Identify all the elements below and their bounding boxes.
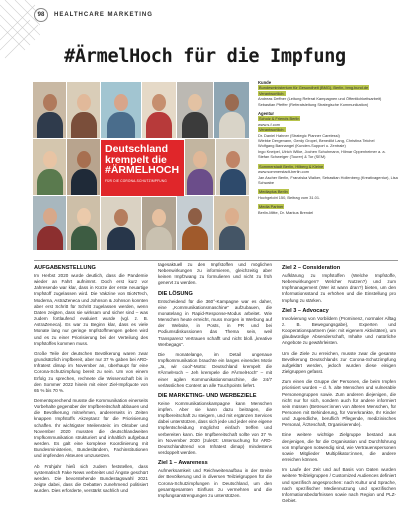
portrait-photo [142, 197, 176, 250]
body-paragraph: Involvierung von Vorbildern (Prominenz, normaler Alltag z. B. Bewegungsgabe), Experten und Kooperationspartnern (wie: mit eigenem Aktivitäten), um glaubwürdige Absenderschaft, Inhalte und natürliche Angebote zu gewährleisten. [282, 315, 396, 346]
portrait-photo [101, 82, 141, 138]
body-paragraph: tagesaktuell zu den Impfstoffen und möglichen Nebenwirkungen zu informieren, gleichzeitig aber keinen Impfzwang zu formulieren und nicht zu früh genervt zu werden. [158, 262, 272, 286]
credits-text: Bundesministerium für Gesundheit (BMG), Berlin, bmg.bund.de [259, 85, 369, 91]
body-paragraph: Entscheidend für die 360°-Kampagne war es daher, eine „Kommunikationsmaschine“ aufzubauen, die monatelang in Rapid-Response-Modus arbeitet. Wie Menschen heute erreicht, muss morgen in Werbung auf der Website, in Posts, in PR und bei Podiumsdiskussionen das Thema sein, weil Transparenz Vertrauen schafft und nicht bloß „kreative Werbegags“. [158, 298, 272, 347]
credits-line [258, 154, 398, 159]
portrait-photo [214, 82, 249, 138]
credits-text: Sommerstadt Berlin, Hilberg & Kleine [259, 163, 324, 169]
credits-line [258, 175, 398, 186]
section-heading: AUFGABENSTELLUNG [34, 265, 96, 271]
credits-line [258, 195, 398, 200]
credits-block [258, 80, 398, 107]
section-heading: DIE LÖSUNG [158, 290, 193, 297]
credits-text: Scholz & Friends Berlin [259, 116, 300, 122]
body-paragraph: Zum einen die Gruppe der Personen, die beim Impfen priorisiert wurden – d. h. alte Menschen und vulnerable Personengruppen sowie. Zum anderen diejenigen, die nicht nur für sich, sondern auch für andere informiert sein müssen (Betreuer:innen von älteren Menschen, für Personen mit Behinderung, für Vorerkrankte, Ihr Kinder und Jugendliche, beruflich Pflegende, medizinisches Personal, Ärzteschaft, Organisierende). [282, 379, 396, 428]
portrait-photo [177, 82, 213, 138]
section-heading: Ziel 1 – Awareness [158, 460, 208, 467]
body-paragraph: Im Herbst 2020 wurde deutlich, dass die Pandemie wieder an Fahrt aufnimmt. Doch erst kurz vor Jahresende war klar, dass in Kürze der erste neuartige Impfstoff zugelassen wird. Die Vakzine von BioNTech, Moderna, AstraZeneca und Johnson & Johnson konnten aber erst Schritt für Schritt zugelassen werden, wenn Daten zeigten, dass sie wirksam und sicher sind – was zudem fortlaufend evaluiert wurde (vgl. z. B. AstraZeneca). Es war zu Beginn klar, dass es viele Monate lang nur geringe Impfstoffmengen geben wird und es zu einer Priorisierung bei der Verteilung des Impfstoffes kommen muss. [34, 273, 148, 346]
credits-text: Wolfgang Bannangel (Kunden-Support u. Zentrale) [258, 143, 346, 149]
claim-line-3: #ÄRMELHOCH [105, 164, 180, 176]
credits-text: Media Partner [259, 204, 284, 210]
credits-text: www.sommerstadt-berlin.com [258, 169, 310, 175]
portrait-photo [185, 139, 215, 195]
headline: #ÄrmelHoch für die Impfung [64, 46, 346, 67]
body-paragraph: Um die Ziele zu erreichen, musste zwar die gesamte Bevölkerung Deutschlands zur Corona-Schutzimpfung aufgeklärt werden, jedoch wurden diese einigen Zielgruppen gefasst. [282, 350, 396, 375]
portrait-photo [33, 82, 66, 138]
claim-line-2: krempelt die [105, 153, 167, 166]
credits-text: Berlin-Mitte, Dr. Markus Brendel [258, 209, 314, 215]
section-heading: Ziel 3 – Advocacy [282, 307, 329, 314]
body-paragraph: Große Teile der deutschen Bevölkerung waren zwar grundsätzlich impfbereit, aber nur 37 % gaben bei ARD-Infratest dimap im November an, überhaupt für eine Corona-Schutzimpfung bereit zu sein. Um von einem Erfolg zu sprechen, rechnete die Wissenschaft bis in den Sommer 2022 hinein mit einer Ziel-Impfquote von 65 % bis 70 %. [34, 350, 148, 393]
credits-text: Hochgelobt 150, Beitrag vom 31.01. [258, 194, 321, 200]
body-paragraph: Dementsprechend musste die Kommunikation einerseits Vorbehalte gegenüber der Impfbereitschaft abbauen und die Bevölkerung mitnehmen, andererseits in Zeiten knappen Impfstoffs Akzeptanz für die Priorisierung schaffen. Ihr wichtigster Meilenstein: im Oktober und November 2020 mussten die deutschlandweiten Impfkommunikation strukturiert und inhaltlich aufgebaut werden. Es galt eine komplexe Koordinierung mit Bundesministerien, Bundesländern, Fachinstitutionen und impfenden Akteuren umzusetzen. [34, 397, 149, 459]
section-divider [34, 260, 398, 261]
body-paragraph: Keine Kommunikationskampagne kann Menschen impfen. Aber sie kann dazu beitragen, die Impfbereitschaft zu steigern, und mit ergänzen Services dabei unterstützen, dass sich jede und jeder eine eigene Impfentscheidung möglichst einfach treffen und verbereiten kann. Die Impfbereitschaft sollte von 37 % im November 2020 (zuletzt: Untersuchung für ARD-Deutschlandtrend von Infratest dimap) mindestens verdoppelt werden. [158, 400, 272, 456]
credits-text: Ingo Kneipel, Ulrich Wilke, Jochen Schuhmann, Hilmar Oppenheimer a. a. [258, 148, 386, 154]
credits-block [258, 204, 398, 215]
portrait-photo [216, 139, 249, 195]
section-heading: Ziel 2 – Consideration [282, 265, 341, 271]
credits-text: Sebastian Pfeffer (Referatsleitung Strategische Kommunikation) [258, 101, 369, 107]
body-paragraph: Die monatelange, im Detail ungenaue Impfkommunikation brauchte ein langes einendes Motiv „Ja, wir cool“-Motto: Deutschland krempelt die #ÄrmelHoch – Jeh krempele die #ÄrmelHoch“ – mit einer agilen Kommunikationsmaschine, die 24/7 verlässlichen Content an alle Touchpoints liefert. [158, 351, 272, 388]
portrait-photo [33, 196, 66, 250]
portrait-photo [67, 139, 100, 195]
portrait-photo [142, 82, 176, 138]
credits-text: www.s-f.com [258, 121, 281, 127]
credits-line [258, 102, 398, 107]
credits-text: Jan Ascher Berlin, Franziska Walker, Sebastian Hollenberg (Kreativagentur), Lisa Schwabe [258, 174, 398, 185]
credits-line [258, 210, 398, 215]
credits-sidebar [258, 80, 398, 219]
text-column-1 [34, 262, 148, 498]
body-paragraph: Ab Frühjahr hieß sich zudem feststellen, dass systematisch Fake News verbreitet und Ängste geschürt werden. Die bevorstehende Bundestagswahl 2021 zeigte dabei, dass die Debatten zunehmend politisiert wurden. Dies erforderte, verstärkt sachlich und [34, 463, 148, 494]
credits-text: Mediaplus Berlin [259, 189, 288, 195]
page-number: 98 [34, 8, 48, 22]
section-rubric: HEALTHCARE MARKETING [54, 12, 153, 18]
portrait-photo [67, 196, 100, 250]
text-column-3 [282, 262, 396, 508]
claim-subtitle: FÜR DIE CORONA-SCHUTZIMPFUNG [105, 178, 167, 183]
claim-line-1: Deutschland [105, 143, 169, 155]
credits-text: Andreas Deffner (Leitung Referat Kampagnen und Öffentlichkeitsarbeit) [258, 96, 382, 102]
portrait-photo [214, 196, 249, 250]
portrait-photo [177, 196, 213, 250]
section-heading: DIE MARKETING- UND WERBEZIELE [158, 392, 257, 399]
credits-block [258, 189, 398, 200]
credits-block [258, 111, 398, 160]
text-column-2 [158, 262, 272, 503]
body-paragraph: Aufmerksamkeit und Reichweitenaufbau in der Breite der Bevölkerung und in diversen Teilzielgruppen für die Corona-Schutzimpfungen in Deutschland, um den gesamtgesamten Einfluss zu vermehren und die Impfungsanstrengungen zu unterstützen. [158, 468, 272, 498]
campaign-claim [101, 140, 184, 196]
body-paragraph: Eine weitere wichtige Zielgruppe bestand aus denjenigen, die für die Organisation und Durchführung von Impfungen notwendig sind, wie Vertrauenspersonen sowie Mitglieder Multiplikator:innen, die andere erreichen können. [282, 432, 396, 463]
credits-text: Stefan Schweiger (Tourer) & Tor (SEM) [258, 154, 326, 160]
credits-text: Wiebke Dergenann, Gerdy Gropel, Benedikt Lang, Christina Teichel [258, 138, 375, 144]
portrait-photo [33, 139, 66, 195]
credits-block [258, 164, 398, 186]
portrait-photo [67, 82, 100, 138]
credits-text: Verantwortlich: [259, 127, 285, 133]
credits-label: Kunde [258, 80, 272, 85]
portrait-photo [101, 197, 141, 250]
body-paragraph: Aufklärung zu Impfstoffen (Welche Impfstoffe, Nebenwirkungen? Welcher Nutzen?) und zum Impfmanagement (Wer ist wann dran?) bieten, um den Informationsstand zu erhöhen und die Einstellung pro Impfung zu stärken. [282, 273, 396, 303]
credits-label: Agentur [258, 111, 275, 117]
credits-text: Dr. Daniel Hahner (Strategic Planner Carelessl) [258, 132, 340, 138]
body-paragraph: Im Laufe der Zeit und auf Basis von Daten wurden weitere Teilzielgruppen / Customized Audiences definiert und spezifisch angesprochen: nach Kultur und Sprache, nach spezifischer Mediennutzung und spezifischen Informationsbedürfnissen sowie nach Region und PLZ-Gebiet. [282, 467, 396, 503]
credits-text: Verantwortlich: [259, 90, 285, 96]
page-header [34, 8, 394, 22]
campaign-collage [33, 82, 249, 250]
